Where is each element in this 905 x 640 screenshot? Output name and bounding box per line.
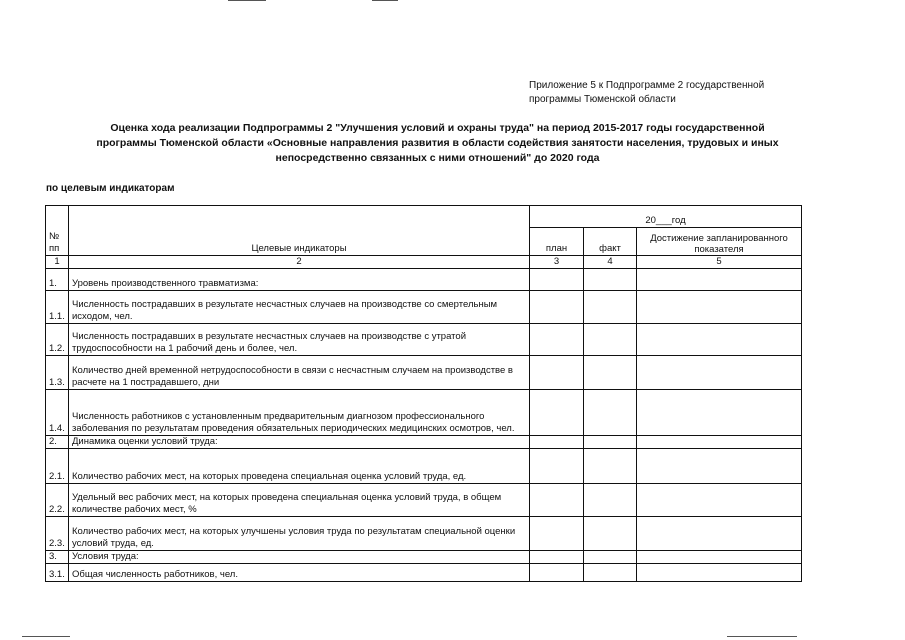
document-title <box>70 121 805 166</box>
scan-artifact-line <box>228 0 266 1</box>
row-indicator-text: Общая численность работников, чел. <box>69 564 530 582</box>
row-plan-cell <box>530 449 584 484</box>
row-achievement-cell <box>637 551 802 564</box>
table-row <box>46 484 802 517</box>
row-plan-cell <box>530 436 584 449</box>
table-row <box>46 390 802 436</box>
row-number: 2.3. <box>46 517 69 551</box>
row-plan-cell <box>530 484 584 517</box>
row-achievement-cell <box>637 356 802 390</box>
col-number-2: 2 <box>69 256 530 269</box>
row-fact-cell <box>584 551 637 564</box>
row-number: 2.1. <box>46 449 69 484</box>
col-number-1: 1 <box>46 256 69 269</box>
col-number-3: 3 <box>530 256 584 269</box>
header-row-year <box>46 206 802 228</box>
table-row <box>46 356 802 390</box>
row-fact-cell <box>584 484 637 517</box>
row-indicator-text: Количество рабочих мест, на которых проведена специальная оценка условий труда, ед. <box>69 449 530 484</box>
row-achievement-cell <box>637 484 802 517</box>
title-line-3: непосредственно связанных с ними отношений" до 2020 года <box>275 152 600 164</box>
row-achievement-cell <box>637 564 802 582</box>
table-row <box>46 324 802 356</box>
row-indicator-text: Условия труда: <box>69 551 530 564</box>
row-achievement-cell <box>637 436 802 449</box>
table-row <box>46 517 802 551</box>
row-plan-cell <box>530 356 584 390</box>
scan-artifact-line <box>22 636 70 637</box>
scan-artifact-line <box>372 0 398 1</box>
row-number: 1.2. <box>46 324 69 356</box>
row-indicator-text: Количество дней временной нетрудоспособности в связи с несчастным случаем на производстве в расчете на 1 пострадавшего, дни <box>69 356 530 390</box>
row-achievement-cell <box>637 291 802 324</box>
row-plan-cell <box>530 390 584 436</box>
row-fact-cell <box>584 436 637 449</box>
column-number-row <box>46 256 802 269</box>
row-indicator-text: Уровень производственного травматизма: <box>69 269 530 291</box>
row-number: 3.1. <box>46 564 69 582</box>
row-indicator-text: Количество рабочих мест, на которых улучшены условия труда по результатам специальной оценки условий труда, ед. <box>69 517 530 551</box>
row-plan-cell <box>530 517 584 551</box>
title-line-1: Оценка хода реализации Подпрограммы 2 "Улучшения условий и охраны труда" на период 2015-2017 годы государственной <box>110 122 765 134</box>
appendix-line-2: программы Тюменской области <box>529 94 676 105</box>
row-plan-cell <box>530 551 584 564</box>
table-row <box>46 436 802 449</box>
row-fact-cell <box>584 324 637 356</box>
row-fact-cell <box>584 390 637 436</box>
title-line-2: программы Тюменской области «Основные направления развития в области содействия занятости населения, трудовых и иных <box>96 137 779 149</box>
row-number: 1.1. <box>46 291 69 324</box>
row-plan-cell <box>530 269 584 291</box>
row-achievement-cell <box>637 449 802 484</box>
row-indicator-text: Численность работников с установленным предварительным диагнозом профессионального заболевания по результатам проведения обязательных периодических медицинских осмотров, чел. <box>69 390 530 436</box>
table-subtitle: по целевым индикаторам <box>46 183 175 194</box>
table-row <box>46 449 802 484</box>
row-achievement-cell <box>637 269 802 291</box>
row-fact-cell <box>584 449 637 484</box>
row-plan-cell <box>530 324 584 356</box>
row-achievement-cell <box>637 517 802 551</box>
col-number-4: 4 <box>584 256 637 269</box>
row-achievement-cell <box>637 324 802 356</box>
header-num: № пп <box>46 206 69 256</box>
scan-artifact-line <box>727 636 797 637</box>
table-row <box>46 564 802 582</box>
row-indicator-text: Динамика оценки условий труда: <box>69 436 530 449</box>
header-achievement: Достижение запланированного показателя <box>637 228 802 256</box>
row-fact-cell <box>584 564 637 582</box>
table-row <box>46 269 802 291</box>
table-row <box>46 551 802 564</box>
row-number: 1.4. <box>46 390 69 436</box>
header-fact: факт <box>584 228 637 256</box>
row-fact-cell <box>584 291 637 324</box>
row-number: 1. <box>46 269 69 291</box>
row-number: 1.3. <box>46 356 69 390</box>
indicators-table <box>45 205 802 582</box>
header-indicators: Целевые индикаторы <box>69 206 530 256</box>
row-indicator-text: Численность пострадавших в результате несчастных случаев на производстве со смертельным исходом, чел. <box>69 291 530 324</box>
row-fact-cell <box>584 269 637 291</box>
table-row <box>46 291 802 324</box>
row-fact-cell <box>584 517 637 551</box>
row-number: 3. <box>46 551 69 564</box>
row-plan-cell <box>530 564 584 582</box>
row-achievement-cell <box>637 390 802 436</box>
row-plan-cell <box>530 291 584 324</box>
appendix-note <box>529 79 809 107</box>
row-fact-cell <box>584 356 637 390</box>
row-number: 2. <box>46 436 69 449</box>
row-number: 2.2. <box>46 484 69 517</box>
header-year: 20___год <box>530 206 802 228</box>
col-number-5: 5 <box>637 256 802 269</box>
row-indicator-text: Удельный вес рабочих мест, на которых проведена специальная оценка условий труда, в общем количестве рабочих мест, % <box>69 484 530 517</box>
appendix-line-1: Приложение 5 к Подпрограмме 2 государственной <box>529 80 765 91</box>
row-indicator-text: Численность пострадавших в результате несчастных случаев на производстве с утратой трудоспособности на 1 рабочий день и более, чел. <box>69 324 530 356</box>
header-plan: план <box>530 228 584 256</box>
